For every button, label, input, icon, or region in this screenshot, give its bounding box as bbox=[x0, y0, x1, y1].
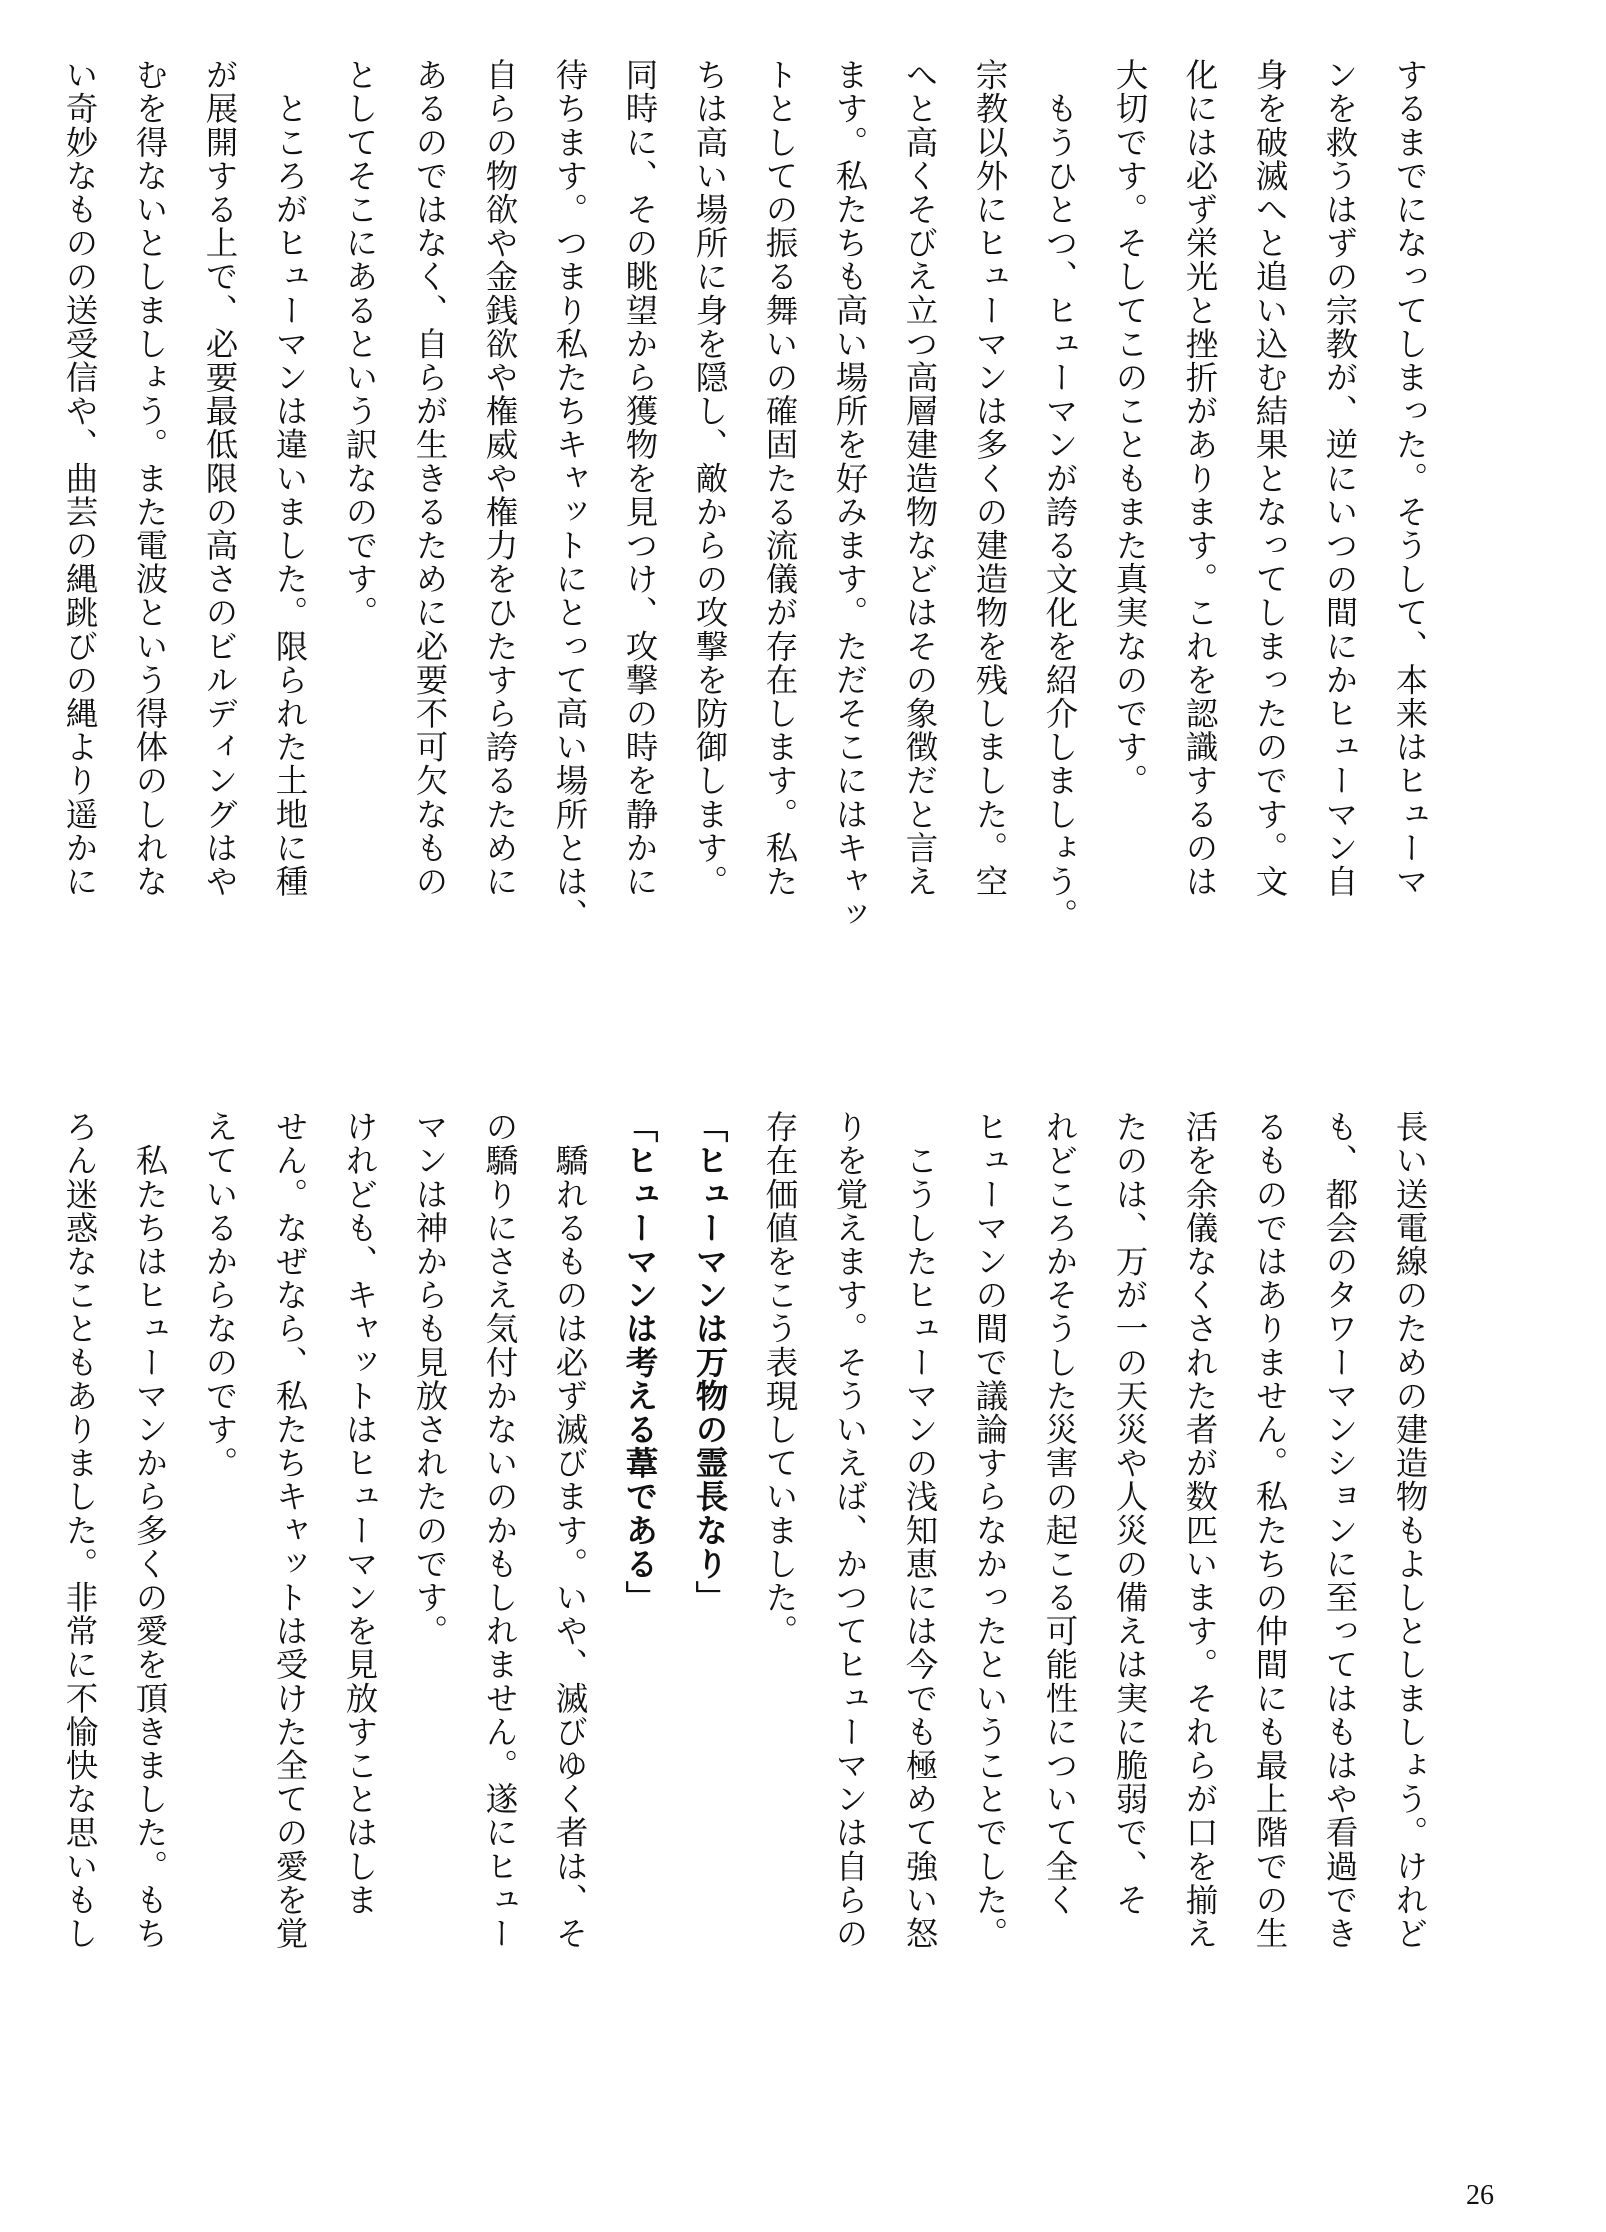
text-column: えているからなのです。 bbox=[201, 1110, 239, 1480]
text-column: るものではありません。私たちの仲間にも最上階での生 bbox=[1251, 1110, 1289, 1950]
text-column: こうしたヒューマンの浅知恵には今でも極めて強い怒 bbox=[901, 1110, 939, 1950]
text-column: へと高くそびえ立つ高層建造物などはその象徴だと言え bbox=[901, 58, 939, 898]
text-column: せん。なぜなら、私たちキャットは受けた全ての愛を覚 bbox=[271, 1110, 309, 1950]
text-column: ちは高い場所に身を隠し、敵からの攻撃を防御します。 bbox=[691, 58, 729, 898]
page-number: 26 bbox=[1466, 2180, 1494, 2211]
text-column: ます。私たちも高い場所を好みます。ただそこにはキャッ bbox=[831, 58, 869, 932]
quote-column: 「ヒューマンは考える葦である」 bbox=[621, 1110, 660, 1614]
quote-column: 「ヒューマンは万物の霊長なり」 bbox=[691, 1110, 730, 1614]
text-column: れどころかそうした災害の起こる可能性について全く bbox=[1041, 1110, 1079, 1917]
text-column: ろん迷惑なこともありました。非常に不愉快な思いもし bbox=[61, 1110, 99, 1950]
text-column: 自らの物欲や金銭欲や権威や権力をひたすら誇るために bbox=[481, 58, 519, 898]
text-column: りを覚えます。そういえば、かつてヒューマンは自らの bbox=[831, 1110, 869, 1950]
text-column: 化には必ず栄光と挫折があります。これを認識するのは bbox=[1181, 58, 1219, 898]
text-column: 同時に、その眺望から獲物を見つけ、攻撃の時を静かに bbox=[621, 58, 659, 898]
text-column: ところがヒューマンは違いました。限られた土地に種 bbox=[271, 58, 309, 898]
text-column: ヒューマンの間で議論すらなかったということでした。 bbox=[971, 1110, 1009, 1950]
text-column: 長い送電線のための建造物もよしとしましょう。けれど bbox=[1391, 1110, 1429, 1950]
text-column: の驕りにさえ気付かないのかもしれません。遂にヒュー bbox=[481, 1110, 519, 1950]
text-column: 驕れるものは必ず滅びます。いや、滅びゆく者は、そ bbox=[551, 1110, 589, 1950]
text-column: 宗教以外にヒューマンは多くの建造物を残しました。空 bbox=[971, 58, 1009, 898]
text-column: たのは、万が一の天災や人災の備えは実に脆弱で、そ bbox=[1111, 1110, 1149, 1917]
text-column: マンは神からも見放されたのです。 bbox=[411, 1110, 449, 1648]
text-column: 私たちはヒューマンから多くの愛を頂きました。もち bbox=[131, 1110, 169, 1950]
text-column: ンを救うはずの宗教が、逆にいつの間にかヒューマン自 bbox=[1321, 58, 1359, 898]
text-column: もうひとつ、ヒューマンが誇る文化を紹介しましょう。 bbox=[1041, 58, 1079, 932]
text-column: としてそこにあるという訳なのです。 bbox=[341, 58, 379, 630]
text-column: い奇妙なものの送受信や、曲芸の縄跳びの縄より遥かに bbox=[61, 58, 99, 898]
text-column: けれども、キャットはヒューマンを見放すことはしま bbox=[341, 1110, 379, 1917]
text-column: あるのではなく、自らが生きるために必要不可欠なもの bbox=[411, 58, 449, 898]
text-column: 存在価値をこう表現していました。 bbox=[761, 1110, 799, 1648]
text-column: トとしての振る舞いの確固たる流儀が存在します。私た bbox=[761, 58, 799, 898]
text-column: むを得ないとしましょう。また電波という得体のしれな bbox=[131, 58, 169, 898]
text-column: が展開する上で、必要最低限の高さのビルディングはや bbox=[201, 58, 239, 898]
text-column: 待ちます。つまり私たちキャットにとって高い場所とは、 bbox=[551, 58, 589, 932]
text-column: 身を破滅へと追い込む結果となってしまったのです。文 bbox=[1251, 58, 1289, 898]
text-column: 活を余儀なくされた者が数匹います。それらが口を揃え bbox=[1181, 1110, 1219, 1950]
text-column: するまでになってしまった。そうして、本来はヒューマ bbox=[1391, 58, 1429, 898]
text-column: も、都会のタワーマンションに至ってはもはや看過でき bbox=[1321, 1110, 1359, 1950]
text-column: 大切です。そしてこのこともまた真実なのです。 bbox=[1111, 58, 1149, 798]
